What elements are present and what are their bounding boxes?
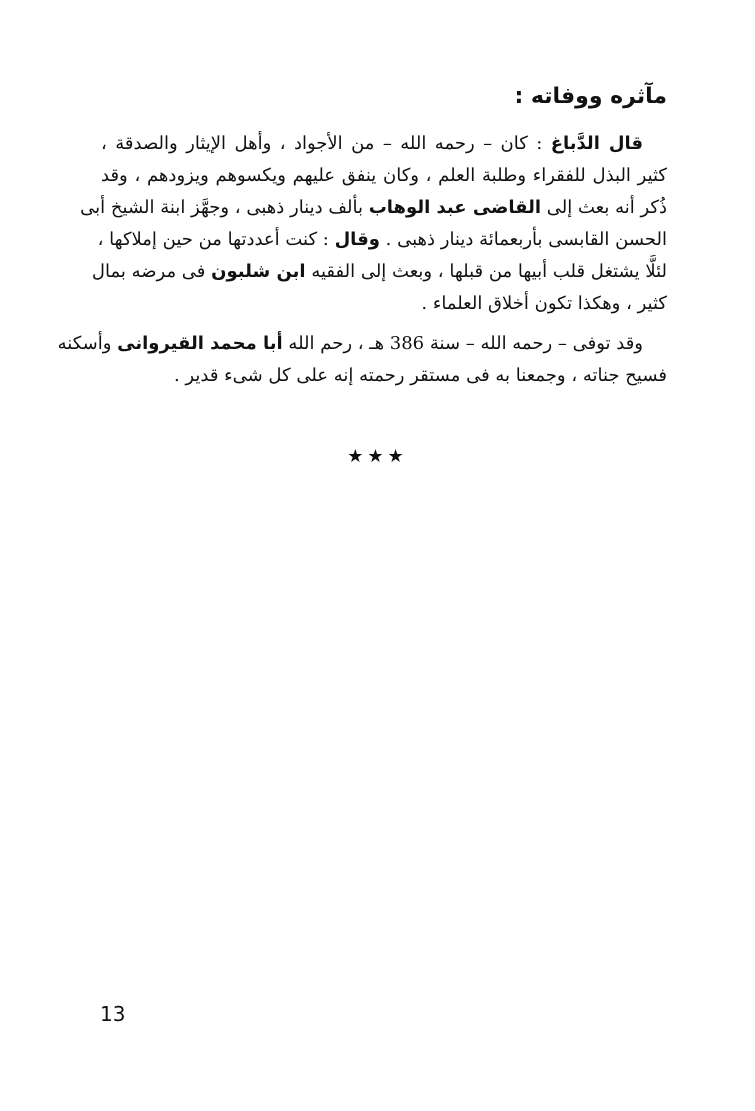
line-text: : كان – رحمه الله – من الأجواد ، وأهل الإيثار والصدقة ، [101,133,551,154]
line-text: الحسن القابسى بأربعمائة دينار ذهبى . [379,229,667,250]
line-text: لئلَّا يشتغل قلب أبيها من قبلها ، وبعث إلى الفقيه [305,261,667,282]
bold-name: قال الدَّباغ [550,133,643,154]
line-text: ذُكر أنه بعث إلى [541,197,667,218]
page-number: 13 [100,1002,126,1026]
text-line [91,256,667,288]
text-line [101,128,667,160]
line-text: فى مرضه بمال [91,261,212,282]
bold-name: القاضى عبد الوهاب [368,197,542,218]
line-text: بألف دينار ذهبى ، وجهَّز ابنة الشيخ أبى [80,197,369,218]
text-line: كثير البذل للفقراء وطلبة العلم ، وكان ينفق عليهم ويكسوهم ويزودهم ، وقد [101,165,667,186]
bold-name: ابن شلبون [211,261,306,282]
paragraph-achievements [80,128,667,320]
text-line [97,224,667,256]
section-separator-stars: ★★★ [347,446,408,467]
text-line: كثير ، وهكذا تكون أخلاق العلماء . [421,293,667,314]
text-line [57,328,667,360]
section-heading: مآثره ووفاته : [514,84,667,109]
paragraph-death [57,328,667,392]
line-text: : كنت أعددتها من حين إملاكها ، [97,229,335,250]
line-text: وأسكنه [57,333,118,354]
text-line: فسيح جناته ، وجمعنا به فى مستقر رحمته إنه على كل شىء قدير . [173,365,667,386]
line-text: وقد توفى – رحمه الله – سنة 386 هـ ، رحم الله [282,333,643,354]
bold-word: وقال [334,229,380,250]
bold-name: أبا محمد القيروانى [117,333,283,354]
text-line [80,192,667,224]
